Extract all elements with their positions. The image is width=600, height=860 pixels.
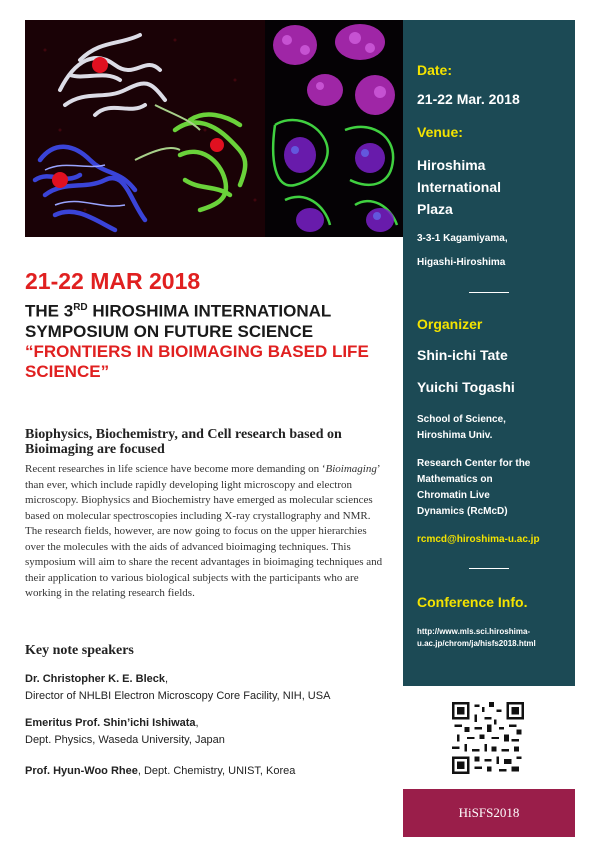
keynote-heading: Key note speakers — [25, 643, 134, 658]
description-emphasis: Bioimaging — [325, 463, 377, 475]
title-prefix: THE 3 — [25, 301, 74, 321]
venue-label: Venue: — [417, 124, 463, 140]
symposium-title — [25, 298, 385, 382]
conference-url-line-1[interactable]: http://www.mls.sci.hiroshima- — [417, 627, 531, 636]
organizer-name-2: Yuichi Togashi — [417, 379, 515, 395]
description-part-1: Recent researches in life science have become more demanding on ‘ — [25, 463, 326, 475]
center-line-1: Research Center for the — [417, 458, 531, 469]
conference-info-label: Conference Info. — [417, 594, 528, 610]
event-badge: HiSFS2018 — [403, 789, 575, 837]
title-ordinal-suffix: RD — [73, 302, 88, 313]
speaker-name: Dr. Christopher K. E. Bleck — [25, 673, 165, 685]
speaker-item: Emeritus Prof. Shin’ichi Ishiwata, Dept. Physics, Waseda University, Japan — [25, 717, 225, 746]
event-date-heading: 21-22 MAR 2018 — [25, 268, 201, 294]
speaker-name: Prof. Hyun-Woo Rhee — [25, 765, 138, 777]
center-line-4: Dynamics (RcMcD) — [417, 506, 508, 517]
organizer-label: Organizer — [417, 316, 483, 332]
center-line-3: Chromatin Live — [417, 490, 490, 501]
speaker-name: Emeritus Prof. Shin’ichi Ishiwata — [25, 717, 196, 729]
divider — [469, 292, 509, 293]
date-value: 21-22 Mar. 2018 — [417, 91, 520, 107]
conference-url-line-2[interactable]: u.ac.jp/chrom/ja/hisfs2018.html — [417, 639, 536, 648]
speaker-affiliation: Director of NHLBI Electron Microscopy Core Facility, NIH, USA — [25, 690, 331, 702]
venue-address-line-1: 3-3-1 Kagamiyama, — [417, 233, 508, 244]
contact-email[interactable]: rcmcd@hiroshima-u.ac.jp — [417, 534, 540, 545]
description-part-2: ’ than ever, which include rapidly developing light microscopy and electron microscopy. Biophysics and Biochemistry have emerged as molecular sciences based on molecular spectroscopies including X-ray crystallography and NMR. The research fields, however, are now going to focus on the upper hierarchies over the molecules with the aids of advanced bioimaging techniques. This symposium will aim to share the recent advantages in bioimaging techniques and their application to various biological subjects with the participants who are working in the relating research fields. — [25, 463, 383, 599]
speaker-item: Dr. Christopher K. E. Bleck, Director of NHLBI Electron Microscopy Core Facility, NIH, USA — [25, 673, 331, 702]
hero-image — [25, 20, 403, 237]
subheading: Biophysics, Biochemistry, and Cell research based on Bioimaging are focused — [25, 427, 342, 457]
date-label: Date: — [417, 62, 453, 78]
venue-name-line-2: International — [417, 179, 502, 195]
organizer-name-1: Shin-ichi Tate — [417, 347, 508, 363]
divider — [469, 568, 509, 569]
title-theme: “FRONTIERS IN BIOIMAGING BASED LIFE SCIENCE” — [25, 341, 369, 381]
info-sidebar — [403, 20, 575, 686]
description-paragraph — [25, 462, 387, 602]
qr-code[interactable] — [452, 702, 524, 774]
speaker-affiliation: Dept. Chemistry, UNIST, Korea — [143, 765, 296, 777]
title-main: HIROSHIMA INTERNATIONAL SYMPOSIUM ON FUTURE SCIENCE — [25, 301, 331, 341]
venue-name-line-3: Plaza — [417, 201, 453, 217]
venue-name-line-1: Hiroshima — [417, 157, 486, 173]
school-line-1: School of Science, — [417, 414, 506, 425]
speaker-affiliation: Dept. Physics, Waseda University, Japan — [25, 734, 225, 746]
center-line-2: Mathematics on — [417, 474, 493, 485]
microscopy-collage — [25, 20, 403, 237]
speaker-item: Prof. Hyun-Woo Rhee, Dept. Chemistry, UNIST, Korea — [25, 765, 296, 777]
school-line-2: Hiroshima Univ. — [417, 430, 493, 441]
venue-address-line-2: Higashi-Hiroshima — [417, 257, 506, 268]
